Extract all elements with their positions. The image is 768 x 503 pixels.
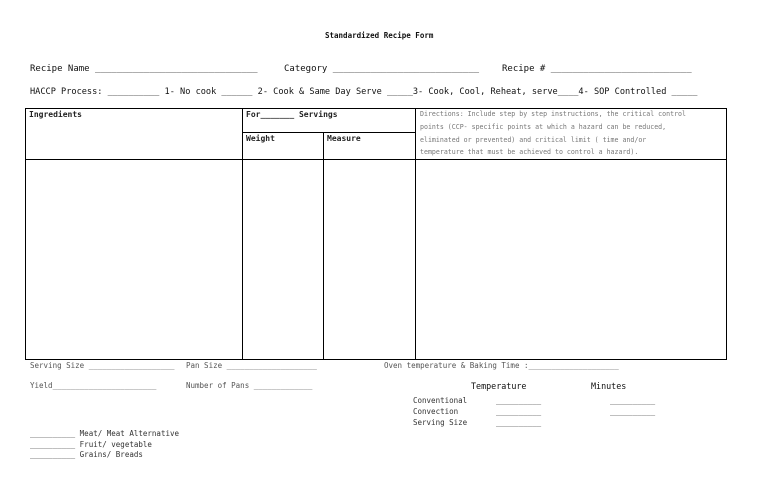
convection-label: Convection [413, 407, 459, 416]
minutes-header: Minutes [591, 381, 627, 391]
yield-field[interactable]: Yield_______________________ [30, 381, 157, 390]
weight-header: Weight [246, 134, 275, 143]
conventional-minutes-field[interactable]: __________ [610, 396, 656, 405]
serving-size-temp-field[interactable]: __________ [496, 418, 542, 427]
conventional-label: Conventional [413, 396, 468, 405]
conventional-temp-field[interactable]: __________ [496, 396, 542, 405]
temperature-header: Temperature [471, 381, 527, 391]
for-servings-header[interactable]: For_______ Servings [246, 110, 338, 119]
category-field[interactable]: Category ___________________________ [284, 64, 480, 74]
oven-temperature-field[interactable]: Oven temperature & Baking Time :____________________ [384, 361, 619, 370]
serving-size-temp-label: Serving Size [413, 418, 468, 427]
pan-size-field[interactable]: Pan Size ____________________ [186, 361, 317, 370]
convection-minutes-field[interactable]: __________ [610, 407, 656, 416]
recipe-form-page: Standardized Recipe Form Recipe Name ______________________________ Category ___________________________ Recipe # __________________________ HACCP Process: __________ 1- No cook ______ 2- Cook & Same Day Serve _____3- Cook, Cool, Reheat, serve____4- SOP Controlled _____ Ingredients For_______ Servings Weight Measure Directions: Include step by step instructions, the critical control points (CCP- specific points at which a hazard can be reduced, eliminated or prevented) and critical limit ( time and/or temperature that must be achieved to control a hazard). Serving Size ___________________ Pan Size ____________________ Oven temperature & Baking Time :____________________ Yield_______________________ Number of Pans _____________ Temperature Minutes Conventional __________ __________ Convection __________ __________ Serving Size __________ __________ Meat/ Meat Alternative __________ Fruit/ vegetable __________ Grains/ Breads [0, 0, 768, 503]
haccp-process-line[interactable]: HACCP Process: __________ 1- No cook ______ 2- Cook & Same Day Serve _____3- Cook, Cool, Reheat, serve____4- SOP Controlled _____ [30, 87, 698, 97]
grains-component-field[interactable]: __________ Grains/ Breads [30, 450, 143, 459]
measure-header: Measure [327, 134, 361, 143]
fruit-component-field[interactable]: __________ Fruit/ vegetable [30, 440, 152, 449]
ingredients-header: Ingredients [29, 110, 82, 119]
recipe-name-field[interactable]: Recipe Name ______________________________ [30, 64, 258, 74]
meat-component-field[interactable]: __________ Meat/ Meat Alternative [30, 429, 180, 438]
recipe-number-field[interactable]: Recipe # __________________________ [502, 64, 692, 74]
convection-temp-field[interactable]: __________ [496, 407, 542, 416]
number-of-pans-field[interactable]: Number of Pans _____________ [186, 381, 313, 390]
page-title: Standardized Recipe Form [325, 31, 434, 40]
serving-size-field[interactable]: Serving Size ___________________ [30, 361, 175, 370]
